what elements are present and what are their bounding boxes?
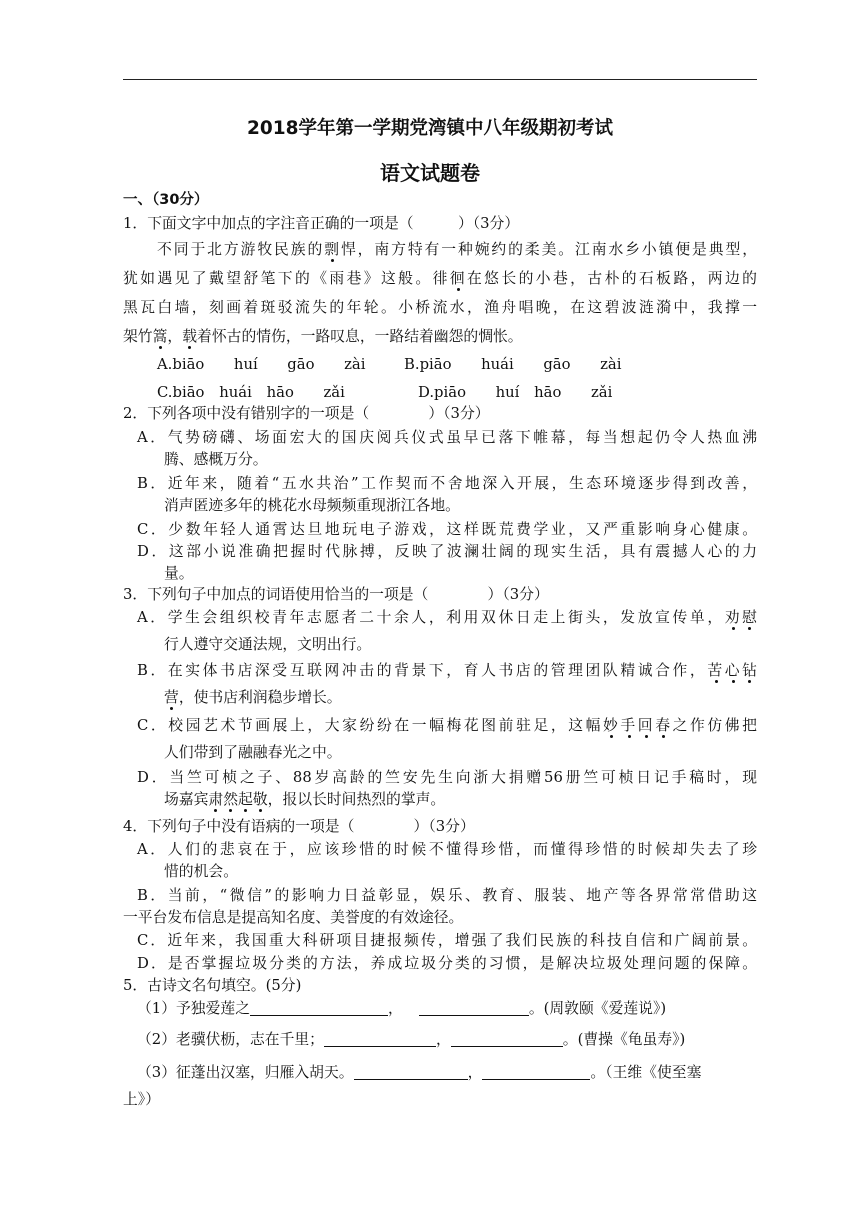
answer-blank[interactable] bbox=[354, 1064, 468, 1080]
q4-option-a-cont: 惜的机会。 bbox=[164, 863, 238, 880]
q4-option-a: A．人们的悲哀在于，应该珍惜的时候不懂得珍惜，而懂得珍惜的时候却失去了珍 bbox=[137, 841, 757, 858]
q5-item-1-source: 。(周敦颐《爱莲说》) bbox=[528, 1000, 667, 1017]
q3-option-a-cont: 行人遵守交通法规，文明出行。 bbox=[164, 636, 372, 653]
q2-option-d: D．这部小说准确把握时代脉搏，反映了波澜壮阔的现实生活，具有震撼人心的力 bbox=[137, 543, 757, 560]
q1-passage-line: 黑瓦白墙，刻画着斑驳流失的年轮。小桥流水，渔舟唱晚，在这碧波涟漪中，我撑一 bbox=[123, 299, 757, 316]
q1-option-b: B.piāo huái gāo zài bbox=[404, 356, 622, 373]
q5-item-1-sep: ， bbox=[388, 1000, 403, 1017]
q3-option-c: C．校园艺术节画展上，大家纷纷在一幅梅花图前驻足，这幅妙手回春之作仿佛把 bbox=[137, 717, 757, 734]
q5-item-1-text: （1）予独爱莲之 bbox=[137, 1000, 250, 1017]
q2-option-b: B．近年来，随着“五水共治”工作契而不舍地深入开展，生态环境逐步得到改善， bbox=[137, 475, 757, 492]
q3-option-d: D．当竺可桢之子、88岁高龄的竺安先生向浙大捐赠56册竺可桢日记手稿时，现 bbox=[137, 769, 757, 786]
q3-option-c-cont: 人们带到了融融春光之中。 bbox=[164, 744, 342, 761]
q4-stem: 4．下列句子中没有语病的一项是（ ）（3分） bbox=[123, 818, 475, 835]
answer-blank[interactable] bbox=[419, 1000, 529, 1016]
q5-item-1 bbox=[137, 999, 666, 1019]
q5-item-3-source: 。（王维《使至塞 bbox=[590, 1064, 702, 1081]
q5-item-3-text: （3）征蓬出汉塞，归雁入胡天。 bbox=[137, 1064, 354, 1081]
q2-option-d-cont: 量。 bbox=[164, 565, 194, 582]
q3-option-a: A．学生会组织校青年志愿者二十余人，利用双休日走上街头，发放宣传单，劝慰 bbox=[137, 609, 757, 626]
q5-item-3 bbox=[137, 1063, 701, 1083]
q1-option-c: C.biāo huái hāo zǎi bbox=[157, 384, 345, 401]
q5-item-2-source: 。(曹操《龟虽寿》) bbox=[562, 1031, 686, 1048]
q1-passage-line: 不同于北方游牧民族的剽悍，南方特有一种婉约的柔美。江南水乡小镇便是典型， bbox=[157, 241, 757, 258]
q5-stem: 5．古诗文名句填空。(5分) bbox=[123, 977, 302, 994]
q3-option-b: B．在实体书店深受互联网冲击的背景下，育人书店的管理团队精诚合作，苦心钻 bbox=[137, 662, 757, 679]
q1-stem: 1．下面文字中加点的字注音正确的一项是（ ）（3分） bbox=[123, 215, 520, 232]
q2-option-b-cont: 消声匿迹多年的桃花水母频频重现浙江各地。 bbox=[164, 497, 460, 514]
q5-item-2 bbox=[137, 1030, 685, 1050]
q4-option-d: D．是否掌握垃圾分类的方法，养成垃圾分类的习惯，是解决垃圾处理问题的保障。 bbox=[137, 955, 757, 972]
q5-item-3-sep: ， bbox=[467, 1064, 483, 1081]
q5-item-3-cont: 上》） bbox=[123, 1091, 160, 1108]
exam-title: 2018学年第一学期党湾镇中八年级期初考试 bbox=[247, 118, 613, 139]
q5-item-2-sep: ， bbox=[435, 1031, 451, 1048]
q2-option-a: A．气势磅礴、场面宏大的国庆阅兵仪式虽早已落下帷幕，每当想起仍令人热血沸 bbox=[137, 429, 757, 446]
q1-option-a: A.biāo huí gāo zài bbox=[157, 356, 366, 373]
q4-option-c: C．近年来，我国重大科研项目捷报频传，增强了我们民族的科技自信和广阔前景。 bbox=[137, 932, 757, 949]
q2-option-a-cont: 腾、感概万分。 bbox=[164, 451, 268, 468]
answer-blank[interactable] bbox=[324, 1031, 436, 1047]
q1-passage-line: 架竹篙，载着怀古的情伤，一路叹息，一路结着幽怨的惆怅。 bbox=[123, 328, 523, 345]
q4-option-b-cont: 一平台发布信息是提高知名度、美誉度的有效途径。 bbox=[123, 909, 464, 926]
section-heading: 一、（30分） bbox=[123, 192, 209, 208]
answer-blank[interactable] bbox=[482, 1064, 590, 1080]
q5-item-2-text: （2）老骥伏枥，志在千里； bbox=[137, 1031, 324, 1048]
answer-blank[interactable] bbox=[250, 1000, 388, 1016]
q3-option-b-cont: 营，使书店利润稳步增长。 bbox=[164, 689, 342, 706]
q4-option-b: B．当前，“微信”的影响力日益彰显，娱乐、教育、服装、地产等各界常常借助这 bbox=[137, 887, 757, 904]
exam-subtitle: 语文试题卷 bbox=[380, 161, 480, 185]
header-rule bbox=[123, 79, 757, 80]
q2-stem: 2．下列各项中没有错别字的一项是（ ）（3分） bbox=[123, 405, 490, 422]
q3-option-d-cont: 场嘉宾肃然起敬，报以长时间热烈的掌声。 bbox=[164, 791, 446, 808]
q1-option-d: D.piāo huí hāo zǎi bbox=[418, 384, 613, 401]
q1-passage-line: 犹如遇见了戴望舒笔下的《雨巷》这般。徘徊在悠长的小巷，古朴的石板路，两边的 bbox=[123, 270, 757, 287]
q2-option-c: C．少数年轻人通霄达旦地玩电子游戏，这样既荒费学业，又严重影响身心健康。 bbox=[137, 521, 757, 538]
q3-stem: 3．下列句子中加点的词语使用恰当的一项是（ ）（3分） bbox=[123, 586, 549, 603]
answer-blank[interactable] bbox=[451, 1031, 563, 1047]
